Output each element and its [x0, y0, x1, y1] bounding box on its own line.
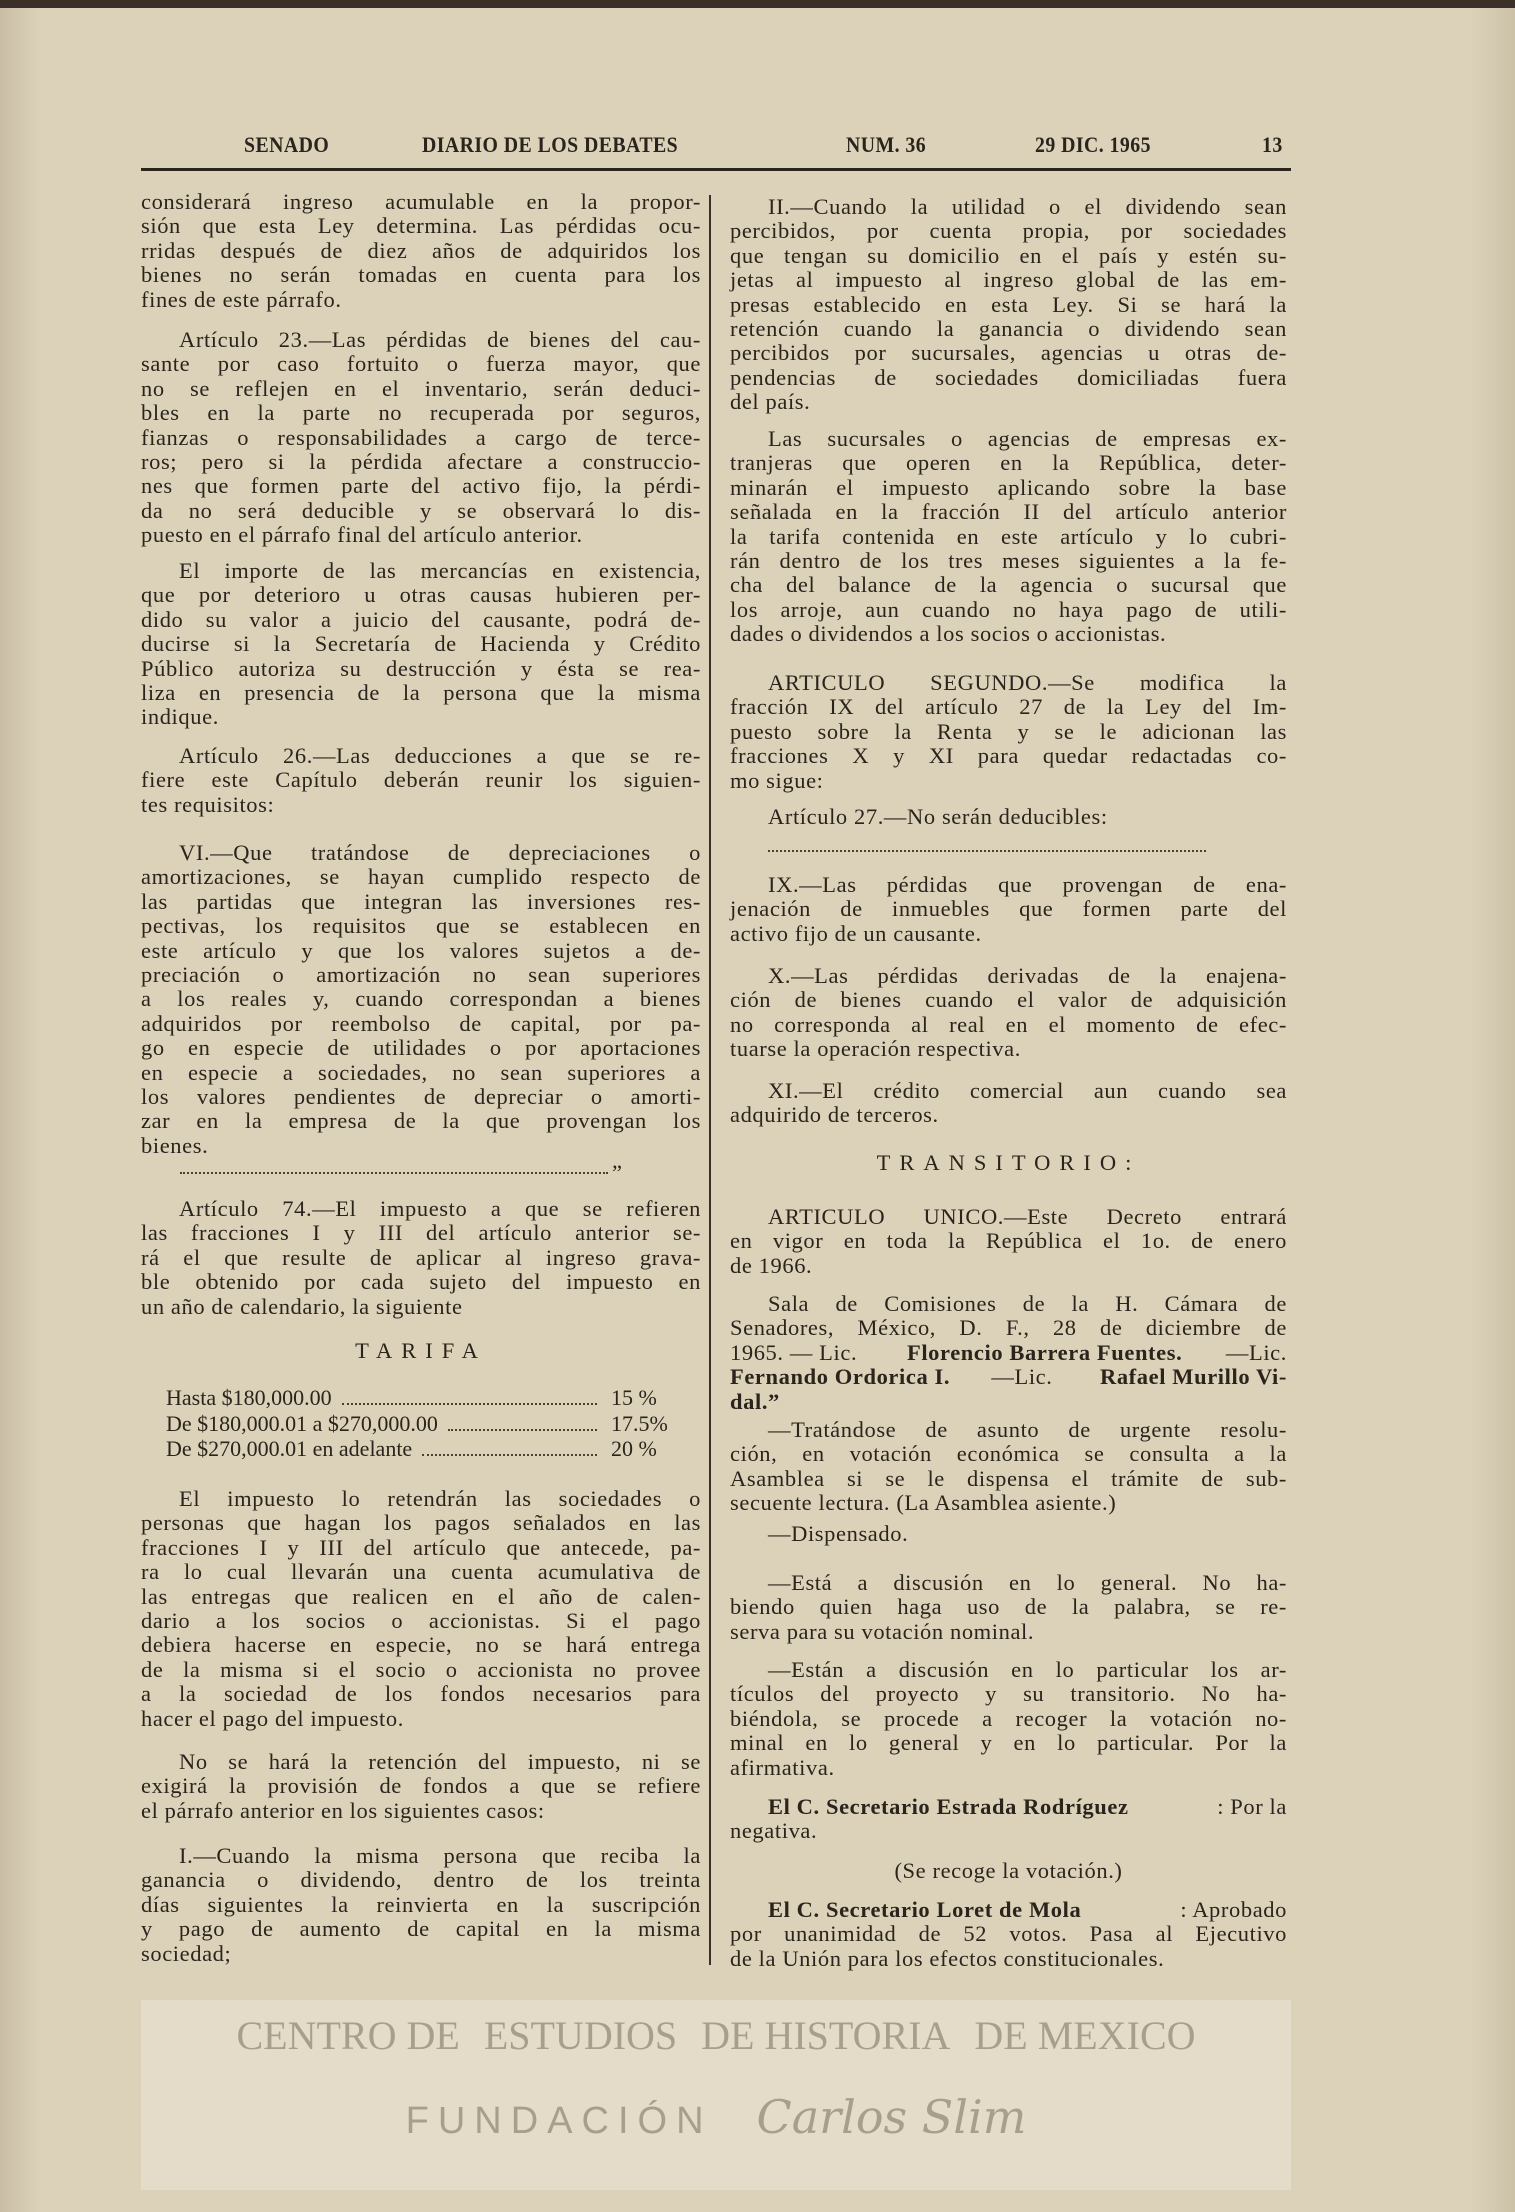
text-line: por unanimidad de 52 votos. Pasa al Ejecutivo: [730, 1921, 1287, 1947]
paragraph-art74: [141, 1197, 701, 1319]
text-line: de 1966.: [730, 1252, 813, 1278]
text-line: personas que hagan los pagos señalados en las: [141, 1510, 701, 1536]
header-publication: DIARIO DE LOS DEBATES: [422, 132, 679, 157]
text-line: rá el que resulte de aplicar al ingreso grava-: [141, 1244, 701, 1270]
text-line: pectivas, los requisitos que se establecen en: [141, 913, 701, 939]
bold-name: El C. Secretario Estrada Rodríguez: [768, 1794, 1129, 1819]
text-line: retención cuando la ganancia o dividendo sean: [730, 315, 1287, 341]
bold-name: Rafael Murillo Vi-: [1099, 1364, 1287, 1390]
text-line: sante por caso fortuito o fuerza mayor, que: [141, 351, 701, 377]
text-line: fiere este Capítulo deberán reunir los siguien-: [141, 767, 701, 793]
text-line: indique.: [141, 704, 219, 730]
text-line: las partidas que integran las inversiones res-: [141, 888, 701, 914]
text-line: bles en la parte no recuperada por seguros,: [141, 400, 701, 426]
text-line: no se reflejen en el inventario, serán deduci-: [141, 375, 701, 401]
text-line: la tarifa contenida en este artículo y lo cubri-: [730, 523, 1287, 549]
text-line: Senadores, México, D. F., 28 de diciembre de: [730, 1315, 1287, 1341]
paragraph-ix: [730, 873, 1287, 946]
text-line: [730, 1795, 1287, 1819]
header-date: 29 DIC. 1965: [1035, 132, 1151, 157]
text-line: tuarse la operación respectiva.: [730, 1036, 1021, 1062]
text-line: y pago de aumento de capital en la misma: [141, 1916, 701, 1942]
tarifa-rate: 17.5%: [611, 1411, 668, 1436]
tarifa-heading: TARIFA: [355, 1338, 487, 1363]
text-line: —Está a discusión en lo general. No ha-: [768, 1570, 1287, 1595]
text-line: liza en presencia de la persona que la misma: [141, 679, 701, 705]
paragraph-xi: [730, 1079, 1287, 1128]
text-line: I.—Cuando la misma persona que reciba la: [179, 1843, 701, 1868]
text-line: —Dispensado.: [768, 1521, 909, 1546]
text-line: nes que formen parte del activo fijo, la pérdi-: [141, 473, 701, 499]
text-line: IX.—Las pérdidas que provengan de ena-: [768, 872, 1287, 897]
watermark-row: [141, 2012, 1291, 2059]
text-line: Las sucursales o agencias de empresas ex-: [768, 426, 1287, 451]
text-line: fines de este párrafo.: [141, 286, 342, 312]
text-line: que por deterioro u otras causas hubieren per-: [141, 582, 701, 608]
text-line: adquiridos por reembolso de capital, por pa-: [141, 1010, 701, 1036]
text-line: tículos del proyecto y su transitorio. No ha-: [730, 1681, 1287, 1707]
text-line: ducirse si la Secretaría de Hacienda y Crédito: [141, 631, 701, 657]
paragraph-sala: [730, 1292, 1287, 1414]
text-line: preciación o amortización no sean superiores: [141, 961, 701, 987]
text-line: —Están a discusión en lo particular los ar-: [768, 1657, 1287, 1682]
text-line: jetas al impuesto al ingreso global de las em-: [730, 267, 1287, 293]
text-line: ARTICULO SEGUNDO.—Se modifica la: [768, 670, 1287, 695]
text-line: X.—Las pérdidas derivadas de la enajena-: [768, 963, 1287, 988]
header-page-number: 13: [1262, 132, 1283, 157]
text-line: El importe de las mercancías en existencia,: [179, 558, 701, 583]
dot-leader: [448, 1411, 597, 1431]
text-line: Sala de Comisiones de la H. Cámara de: [768, 1291, 1287, 1316]
closing-quote: ”: [612, 1160, 623, 1185]
header-issue: NUM. 36: [846, 132, 927, 157]
text-run: : Por la: [1217, 1794, 1287, 1819]
text-line: sociedad;: [141, 1940, 232, 1966]
text-line: exigirá la provisión de fondos a que se refiere: [141, 1773, 701, 1799]
bold-name: dal.”: [730, 1388, 780, 1414]
tarifa-rate: 15 %: [611, 1385, 657, 1410]
ellipsis-rule: [768, 850, 1206, 852]
tarifa-rate: 20 %: [611, 1436, 657, 1461]
text-line: días siguientes la reinvierta en la suscripción: [141, 1891, 701, 1917]
text-line: secuente lectura. (La Asamblea asiente.): [730, 1490, 1117, 1516]
text-line: bienes no serán tomadas en cuenta para los: [141, 262, 701, 288]
tarifa-range: De $270,000.01 en adelante: [166, 1436, 413, 1461]
tarifa-range: Hasta $180,000.00: [166, 1385, 332, 1410]
text-line: señalada en la fracción II del artículo anterior: [730, 499, 1287, 525]
text-line: sión que esta Ley determina. Las pérdidas ocu-: [141, 213, 701, 239]
text-line: presas establecido en esta Ley. Si se hará la: [730, 291, 1287, 317]
paragraph-esta: [730, 1571, 1287, 1644]
text-line: dido su valor a juicio del causante, podrá de-: [141, 606, 701, 632]
paragraph-nosehara: [141, 1750, 701, 1823]
text-line: fracción IX del artículo 27 de la Ley del Im-: [730, 694, 1287, 720]
paragraph-unico: [730, 1205, 1287, 1278]
paragraph-dispensado: [730, 1522, 1287, 1546]
text-run: 1965. — Lic.: [730, 1339, 864, 1365]
text-line: fracciones X y XI para quedar redactadas co-: [730, 743, 1287, 769]
text-line: un año de calendario, la siguiente: [141, 1293, 463, 1319]
text-line: bienes.: [141, 1132, 209, 1158]
text-line: da no será deducible y se observará lo dis-: [141, 497, 701, 523]
text-line: No se hará la retención del impuesto, ni se: [179, 1749, 701, 1774]
text-run: : Aprobado: [1180, 1897, 1287, 1922]
watermark-text: DE MEXICO: [974, 2013, 1196, 2058]
watermark-text: FUNDACIÓN: [405, 2100, 713, 2142]
text-line: [730, 1341, 1287, 1365]
text-line: zar en la empresa de la que provengan los: [141, 1108, 701, 1134]
text-line: rridas después de diez años de adquiridos los: [141, 237, 701, 263]
text-line: las fracciones I y III del artículo anterior se-: [141, 1220, 701, 1246]
text-line: puesto en el párrafo final del artículo anterior.: [141, 522, 583, 548]
text-line: del país.: [730, 389, 811, 415]
paragraph-art23: [141, 328, 701, 548]
tarifa-range: De $180,000.01 a $270,000.00: [166, 1411, 438, 1436]
watermark-text: CENTRO DE: [236, 2013, 460, 2058]
text-line: Artículo 74.—El impuesto a que se refieren: [179, 1196, 701, 1221]
text-line: Asamblea si se le dispensa el trámite de sub-: [730, 1465, 1287, 1491]
text-line: El impuesto lo retendrán las sociedades o: [179, 1486, 701, 1511]
paragraph-art26: [141, 744, 701, 817]
text-line: percibidos por sucursales, agencias u otras de-: [730, 340, 1287, 366]
text-line: ción de bienes cuando el valor de adquisición: [730, 987, 1287, 1013]
text-line: jenación de inmuebles que formen parte del: [730, 896, 1287, 922]
text-line: [730, 1365, 1287, 1389]
text-line: Público autoriza su destrucción y ésta se rea-: [141, 655, 701, 681]
text-line: biéndola, se procede a recoger la votación no-: [730, 1705, 1287, 1731]
text-line: VI.—Que tratándose de depreciaciones o: [179, 840, 701, 865]
bold-name: Florencio Barrera Fuentes.: [906, 1339, 1183, 1365]
paragraph-frac2: [730, 195, 1287, 415]
text-run: —Lic.: [1225, 1339, 1287, 1365]
dot-leader: [422, 1436, 597, 1456]
tarifa-row: [166, 1411, 676, 1437]
text-line: II.—Cuando la utilidad o el dividendo sean: [768, 194, 1287, 219]
paragraph-retendran: [141, 1487, 701, 1731]
watermark-signature: Carlos Slim: [756, 2090, 1027, 2144]
text-line: este artículo y que los valores sujetos a de-: [141, 937, 701, 963]
header-chamber: SENADO: [244, 132, 330, 157]
text-line: los arroje, aun cuando no haya pago de utili-: [730, 596, 1287, 622]
dot-leader: [342, 1385, 597, 1405]
scan-edge: [0, 0, 1515, 8]
text-line: serva para su votación nominal.: [730, 1618, 1035, 1644]
text-line: XI.—El crédito comercial aun cuando sea: [768, 1078, 1287, 1103]
text-line: hacer el pago del impuesto.: [141, 1705, 404, 1731]
text-line: considerará ingreso acumulable en la propor-: [141, 189, 701, 214]
paragraph-frac1: [141, 1844, 701, 1966]
text-line: dario a los socios o accionistas. Si el pago: [141, 1607, 701, 1633]
text-line: ción, en votación económica se consulta a la: [730, 1441, 1287, 1467]
paragraph-vi: [141, 841, 701, 1158]
paragraph-tratandose: [730, 1418, 1287, 1516]
ellipsis-rule: [180, 1172, 608, 1174]
text-line: fianzas o responsabilidades a cargo de terce-: [141, 424, 701, 450]
text-line: Artículo 27.—No serán deducibles:: [768, 804, 1108, 829]
watermark-text: ESTUDIOS: [483, 2013, 678, 2058]
bold-name: El C. Secretario Loret de Mola: [768, 1897, 1082, 1922]
text-line: negativa.: [730, 1818, 818, 1844]
text-line: activo fijo de un causante.: [730, 920, 982, 946]
text-line: el párrafo anterior en los siguientes casos:: [141, 1797, 545, 1823]
text-line: a los reales y, cuando correspondan a bienes: [141, 986, 701, 1012]
text-line: puesto sobre la Renta y se le adicionan las: [730, 718, 1287, 744]
text-line: Artículo 23.—Las pérdidas de bienes del cau-: [179, 327, 701, 352]
text-line: [730, 1390, 1287, 1414]
text-run: —Lic.: [991, 1364, 1059, 1390]
text-line: afirmativa.: [730, 1754, 835, 1780]
paragraph-estan: [730, 1658, 1287, 1780]
paragraph-x: [730, 964, 1287, 1062]
paragraph-importe: [141, 559, 701, 730]
text-line: de la Unión para los efectos constitucionales.: [730, 1945, 1165, 1971]
paragraph-p1: [141, 190, 701, 312]
text-line: ble obtenido por cada sujeto del impuesto en: [141, 1269, 701, 1295]
paragraph-art27: [730, 805, 1287, 829]
text-line: tes requisitos:: [141, 791, 275, 817]
watermark: [141, 2000, 1291, 2190]
paragraph-estrada: [730, 1795, 1287, 1844]
text-line: ros; pero si la pérdida afectare a construccio-: [141, 448, 701, 474]
text-line: ra lo cual llevarán una cuenta acumulativa de: [141, 1559, 701, 1585]
paragraph-sucursales: [730, 427, 1287, 647]
column-divider: [709, 195, 711, 1965]
text-line: minal en lo general y en lo particular. Por la: [730, 1730, 1287, 1756]
text-line: debiera hacerse en especie, no se hará entrega: [141, 1632, 701, 1658]
text-line: amortizaciones, se hayan cumplido respecto de: [141, 864, 701, 890]
tarifa-row: [166, 1385, 676, 1411]
text-line: rán dentro de los tres meses siguientes a la fe-: [730, 547, 1287, 573]
text-line: fracciones I y III del artículo que antecede, pa-: [141, 1534, 701, 1560]
watermark-row: [141, 2090, 1291, 2144]
transitorio-heading: TRANSITORIO:: [876, 1150, 1141, 1175]
paragraph-segundo: [730, 671, 1287, 793]
text-line: ARTICULO UNICO.—Este Decreto entrará: [768, 1204, 1287, 1229]
text-line: minarán el impuesto aplicando sobre la base: [730, 474, 1287, 500]
text-line: percibidos, por cuenta propia, por sociedades: [730, 218, 1287, 244]
vote-note: (Se recoge la votación.): [894, 1858, 1123, 1883]
text-line: los valores pendientes de depreciar o amorti-: [141, 1083, 701, 1109]
bold-name: Fernando Ordorica I.: [730, 1364, 951, 1390]
text-line: biendo quien haga uso de la palabra, se re-: [730, 1594, 1287, 1620]
paragraph-loret: [730, 1898, 1287, 1971]
text-line: mo sigue:: [730, 767, 824, 793]
text-line: —Tratándose de asunto de urgente resolu-: [768, 1417, 1287, 1442]
header-rule: [141, 168, 1291, 171]
text-line: en vigor en toda la República el 1o. de enero: [730, 1228, 1287, 1254]
text-line: go en especie de utilidades o por aportaciones: [141, 1035, 701, 1061]
text-line: que tengan su domicilio en el país y estén su-: [730, 242, 1287, 268]
text-line: dades o dividendos a los socios o accionistas.: [730, 621, 1167, 647]
text-line: en especie a sociedades, no sean superiores a: [141, 1059, 701, 1085]
text-line: adquirido de terceros.: [730, 1102, 939, 1128]
text-line: a la sociedad de los fondos necesarios para: [141, 1681, 701, 1707]
text-line: no corresponda al real en el momento de efec-: [730, 1011, 1287, 1037]
text-line: cha del balance de la agencia o sucursal que: [730, 572, 1287, 598]
watermark-text: DE HISTORIA: [701, 2013, 951, 2058]
text-line: [730, 1898, 1287, 1922]
text-line: Artículo 26.—Las deducciones a que se re-: [179, 743, 701, 768]
tarifa-row: [166, 1436, 676, 1462]
text-line: pendencias de sociedades domiciliadas fuera: [730, 364, 1287, 390]
text-line: ganancia o dividendo, dentro de los treinta: [141, 1867, 701, 1893]
text-line: tranjeras que operen en la República, deter-: [730, 450, 1287, 476]
text-line: las entregas que realicen en el año de calen-: [141, 1583, 701, 1609]
text-line: de la misma si el socio o accionista no provee: [141, 1656, 701, 1682]
